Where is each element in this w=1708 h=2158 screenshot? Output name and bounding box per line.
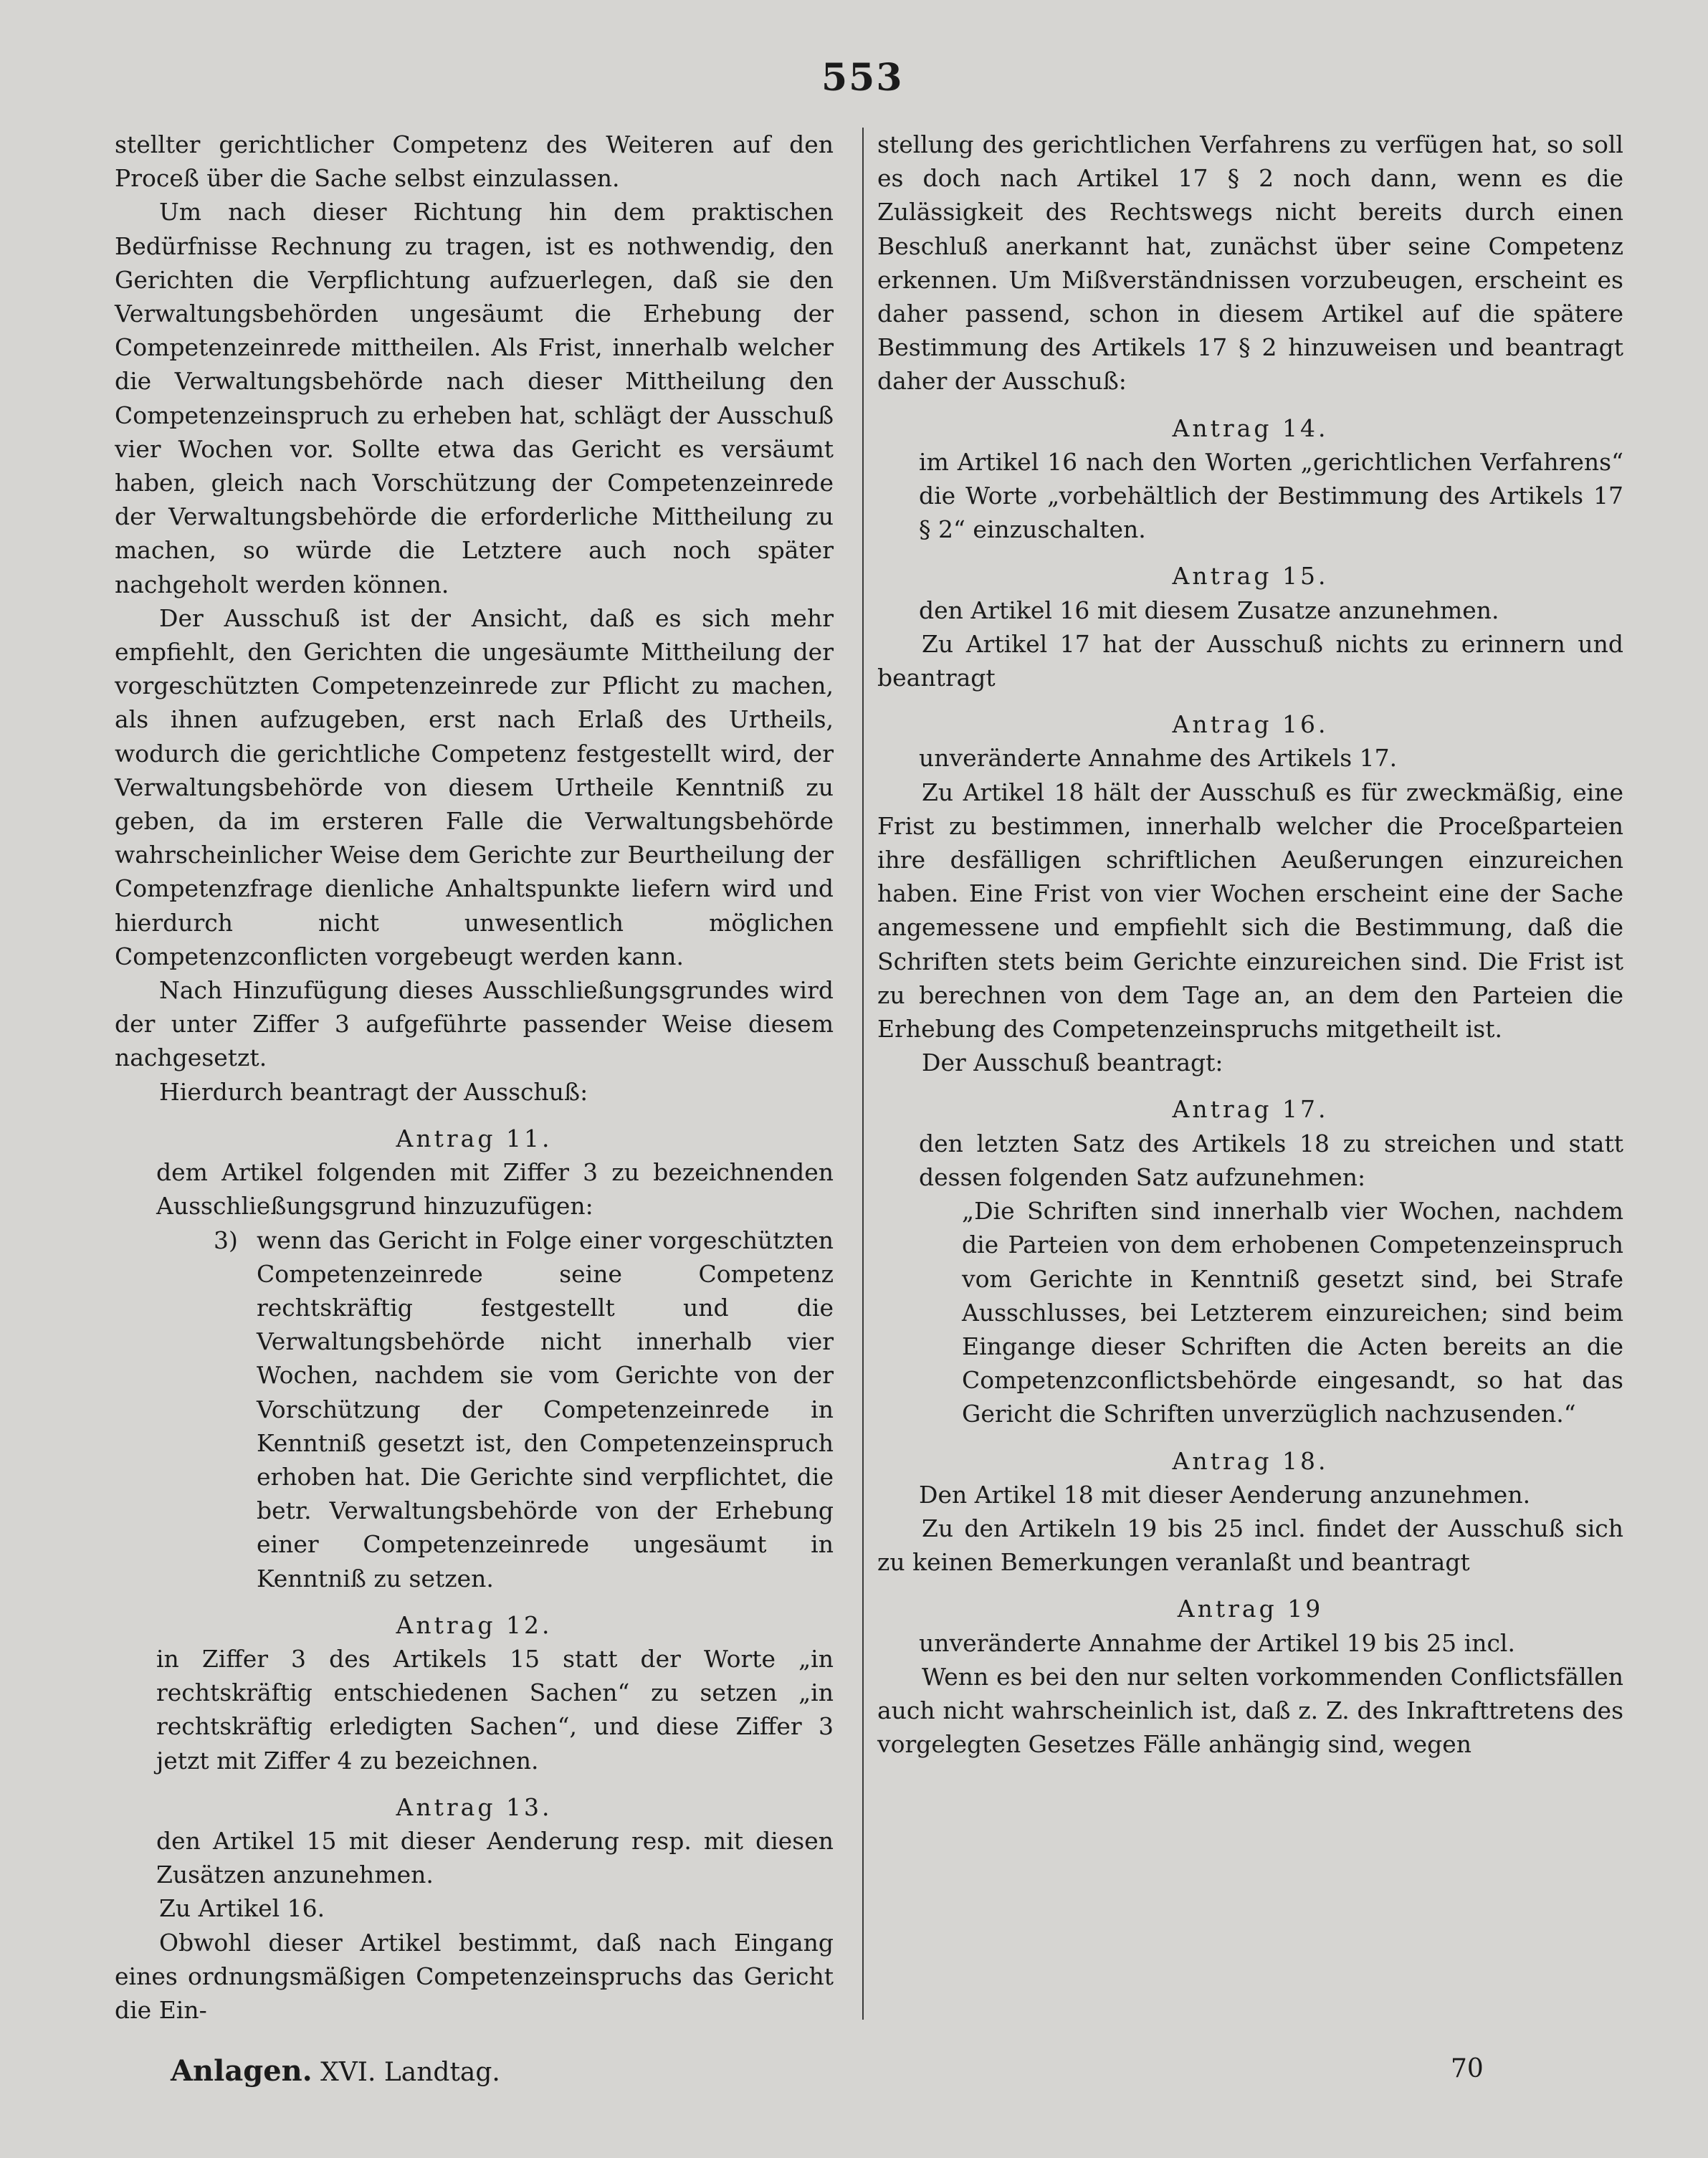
antrag-text: dem Artikel folgenden mit Ziffer 3 zu bezeichnenden Ausschließungsgrund hinzuzufügen: [156, 1158, 834, 1221]
paragraph: Nach Hinzufügung dieses Ausschließungsgrundes wird der unter Ziffer 3 aufgeführte passender Weise diesem nachgesetzt. [115, 976, 834, 1072]
paragraph: Zu Artikel 18 hält der Ausschuß es für zweckmäßig, eine Frist zu bestimmen, innerhalb welcher die Proceßparteien ihre desfälligen schriftlichen Aeußerungen einzureichen haben. Eine Frist von vier Wochen erscheint eine der Sache angemessene und empfiehlt sich die Bestimmung, daß die Schriften stets beim Gerichte einzureichen sind. Die Frist ist zu berechnen von dem Tage an, an dem den Parteien die Erhebung des Competenzeinspruchs mitgetheilt ist. [877, 778, 1623, 1044]
antrag-heading: Antrag 12. [396, 1610, 553, 1639]
antrag-heading: Antrag 16. [1172, 710, 1329, 739]
item-text: wenn das Gericht in Folge einer vorgeschützten Competenzeinrede seine Competenz rechtskräftig festgestellt und die Verwaltungsbehörde nicht innerhalb vier Wochen, nachdem sie vom Gerichte von der Vorschützung der Competenzeinrede in Kenntniß gesetzt ist, den Competenzeinspruch erhoben hat. Die Gerichte sind verpflichtet, die betr. Verwaltungsbehörde von der Erhebung einer Competenzeinrede ungesäumt in Kenntniß zu setzen. [257, 1226, 834, 1593]
paragraph: Obwohl dieser Artikel bestimmt, daß nach Eingang eines ordnungsmäßigen Competenzeinspruchs das Gericht die Ein- [115, 1928, 834, 2024]
antrag-heading: Antrag 15. [1172, 562, 1329, 591]
footer-sheet-number: 70 [1451, 2054, 1484, 2083]
page-number: 553 [821, 56, 904, 100]
section-heading: Zu Artikel 16. [159, 1894, 325, 1923]
antrag-heading: Antrag 19 [1177, 1595, 1324, 1623]
antrag-text: Den Artikel 18 mit dieser Aenderung anzunehmen. [919, 1480, 1531, 1509]
paragraph: stellter gerichtlicher Competenz des Weiteren auf den Proceß über die Sache selbst einzulassen. [115, 130, 834, 193]
antrag-text: in Ziffer 3 des Artikels 15 statt der Worte „in rechtskräftig entschiedenen Sachen“ zu setzen „in rechtskräftig erledigten Sachen“, und diese Ziffer 3 jetzt mit Ziffer 4 zu bezeichnen. [156, 1644, 834, 1775]
paragraph: Wenn es bei den nur selten vorkommenden Conflictsfällen auch nicht wahrscheinlich ist, daß z. Z. des Inkrafttretens des vorgelegten Gesetzes Fälle anhängig sind, wegen [877, 1662, 1623, 1759]
item-number: 3) [214, 1226, 238, 1254]
antrag-text: den letzten Satz des Artikels 18 zu streichen und statt dessen folgenden Satz aufzunehmen: [919, 1129, 1623, 1191]
antrag-text: unveränderte Annahme des Artikels 17. [919, 744, 1398, 773]
antrag-text: im Artikel 16 nach den Worten „gerichtlichen Verfahrens“ die Worte „vorbehältlich der Bestimmung des Artikels 17 § 2“ einzuschalten. [919, 447, 1623, 544]
paragraph: Der Ausschuß ist der Ansicht, daß es sich mehr empfiehlt, den Gerichten die ungesäumte Mittheilung der vorgeschützten Competenzeinrede zur Pflicht zu machen, als ihnen aufzugeben, erst nach Erlaß des Urtheils, wodurch die gerichtliche Competenz festgestellt wird, der Verwaltungsbehörde von diesem Urtheile Kenntniß zu geben, da im ersteren Falle die Verwaltungsbehörde wahrscheinlicher Weise dem Gerichte zur Beurtheilung der Competenzfrage dienliche Anhaltspunkte liefern wird und hierdurch nicht unwesentlich möglichen Competenzconflicten vorgebeugt werden kann. [115, 603, 834, 970]
antrag-heading: Antrag 18. [1172, 1446, 1329, 1475]
antrag-heading: Antrag 11. [396, 1124, 553, 1152]
antrag-heading: Antrag 14. [1172, 414, 1329, 442]
paragraph: Der Ausschuß beantragt: [922, 1049, 1223, 1077]
paragraph: Hierdurch beantragt der Ausschuß: [159, 1077, 588, 1106]
paragraph: Um nach dieser Richtung hin dem praktischen Bedürfnisse Rechnung zu tragen, ist es nothwendig, den Gerichten die Verpflichtung aufzuerlegen, daß sie den Verwaltungsbehörden ungesäumt die Erhebung der Competenzeinrede mittheilen. Als Frist, innerhalb welcher die Verwaltungsbehörde nach dieser Mittheilung den Competenzeinspruch zu erheben hat, schlägt der Ausschuß vier Wochen vor. Sollte etwa das Gericht es versäumt haben, gleich nach Vorschützung der Competenzeinrede der Verwaltungsbehörde die erforderliche Mittheilung zu machen, so würde die Letztere auch noch später nachgeholt werden können. [115, 198, 834, 598]
antrag-text: den Artikel 15 mit dieser Aenderung resp. mit diesen Zusätzen anzunehmen. [156, 1826, 834, 1889]
paragraph: Zu Artikel 17 hat der Ausschuß nichts zu erinnern und beantragt [877, 629, 1623, 692]
left-column [115, 128, 834, 2027]
footer-landtag: XVI. Landtag. [320, 2058, 500, 2087]
antrag-text: unveränderte Annahme der Artikel 19 bis 25 incl. [919, 1628, 1515, 1657]
numbered-item [214, 1223, 834, 1595]
paragraph: Zu den Artikeln 19 bis 25 incl. findet der Ausschuß sich zu keinen Bemerkungen veranlaßt und beantragt [877, 1514, 1623, 1577]
footer-signature [171, 2054, 500, 2088]
antrag-text: den Artikel 16 mit diesem Zusatze anzunehmen. [919, 596, 1499, 624]
antrag-quote: „Die Schriften sind innerhalb vier Wochen, nachdem die Parteien von dem erhobenen Competenzeinspruch vom Gerichte in Kenntniß gesetzt sind, bei Strafe Ausschlusses, bei Letzterem einzureichen; sind beim Eingange dieser Schriften die Acten bereits an die Competenzconflictsbehörde eingesandt, so hat das Gericht die Schriften unverzüglich nachzusenden.“ [962, 1197, 1623, 1428]
footer-anlagen: Anlagen. [171, 2054, 313, 2088]
column-divider [862, 128, 864, 2020]
paragraph: stellung des gerichtlichen Verfahrens zu verfügen hat, so soll es doch nach Artikel 17 § 2 noch dann, wenn es die Zulässigkeit des Rechtswegs nicht bereits durch einen Beschluß anerkannt hat, zunächst über seine Competenz erkennen. Um Mißverständnissen vorzubeugen, erscheint es daher passend, schon in diesem Artikel auf die spätere Bestimmung des Artikels 17 § 2 hinzuweisen und beantragt daher der Ausschuß: [877, 130, 1623, 396]
antrag-heading: Antrag 13. [396, 1792, 553, 1821]
right-column [877, 128, 1623, 1761]
antrag-heading: Antrag 17. [1172, 1095, 1329, 1124]
